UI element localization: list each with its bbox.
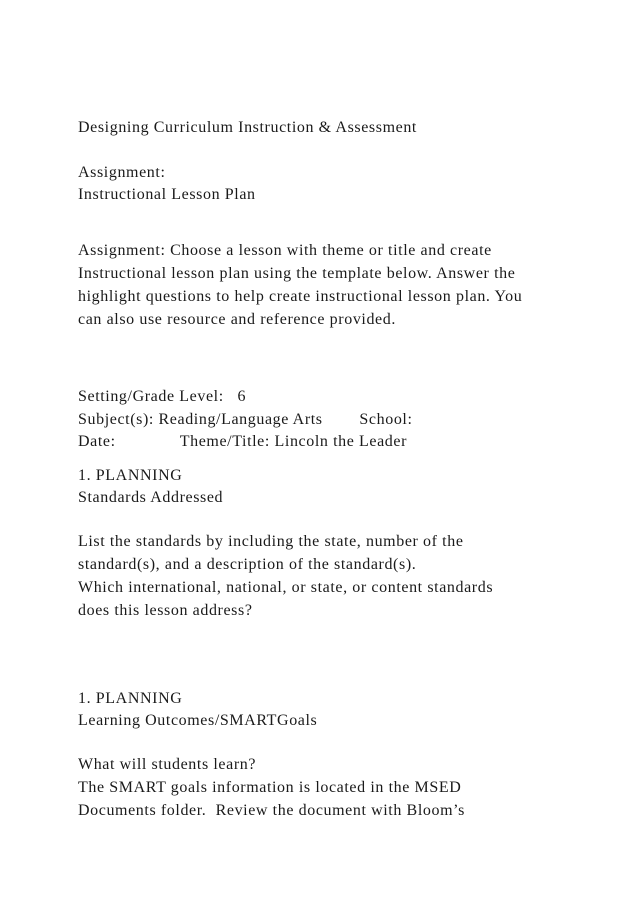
outcomes-body-line: The SMART goals information is located in the MSED (78, 779, 462, 796)
instructions-line: Instructional lesson plan using the template below. Answer the (78, 265, 516, 282)
standards-body-line: List the standards by including the state, number of the (78, 533, 464, 550)
planning-subheading: Learning Outcomes/SMARTGoals (78, 712, 318, 729)
instructions-line: Assignment: Choose a lesson with theme or title and create (78, 242, 492, 259)
standards-body-line: standard(s), and a description of the standard(s). (78, 556, 417, 573)
outcomes-body-line: Documents folder. Review the document with Bloom’s (78, 802, 465, 819)
planning-subheading: Standards Addressed (78, 489, 224, 506)
date-theme-title: Date: Theme/Title: Lincoln the Leader (78, 433, 408, 450)
outcomes-body-line: What will students learn? (78, 756, 257, 773)
setting-grade-level: Setting/Grade Level: 6 (78, 388, 247, 405)
planning-heading: 1. PLANNING (78, 690, 183, 707)
standards-body-line: Which international, national, or state, or content standards (78, 579, 494, 596)
instructions-line: highlight questions to help create instructional lesson plan. You (78, 288, 523, 305)
standards-body-line: does this lesson address? (78, 602, 253, 619)
subjects-school: Subject(s): Reading/Language Arts School: (78, 411, 413, 428)
assignment-label: Assignment: (78, 164, 166, 181)
planning-heading: 1. PLANNING (78, 467, 183, 484)
instructions-line: can also use resource and reference provided. (78, 311, 396, 328)
document-title: Designing Curriculum Instruction & Assessment (78, 119, 417, 136)
assignment-name: Instructional Lesson Plan (78, 186, 256, 203)
